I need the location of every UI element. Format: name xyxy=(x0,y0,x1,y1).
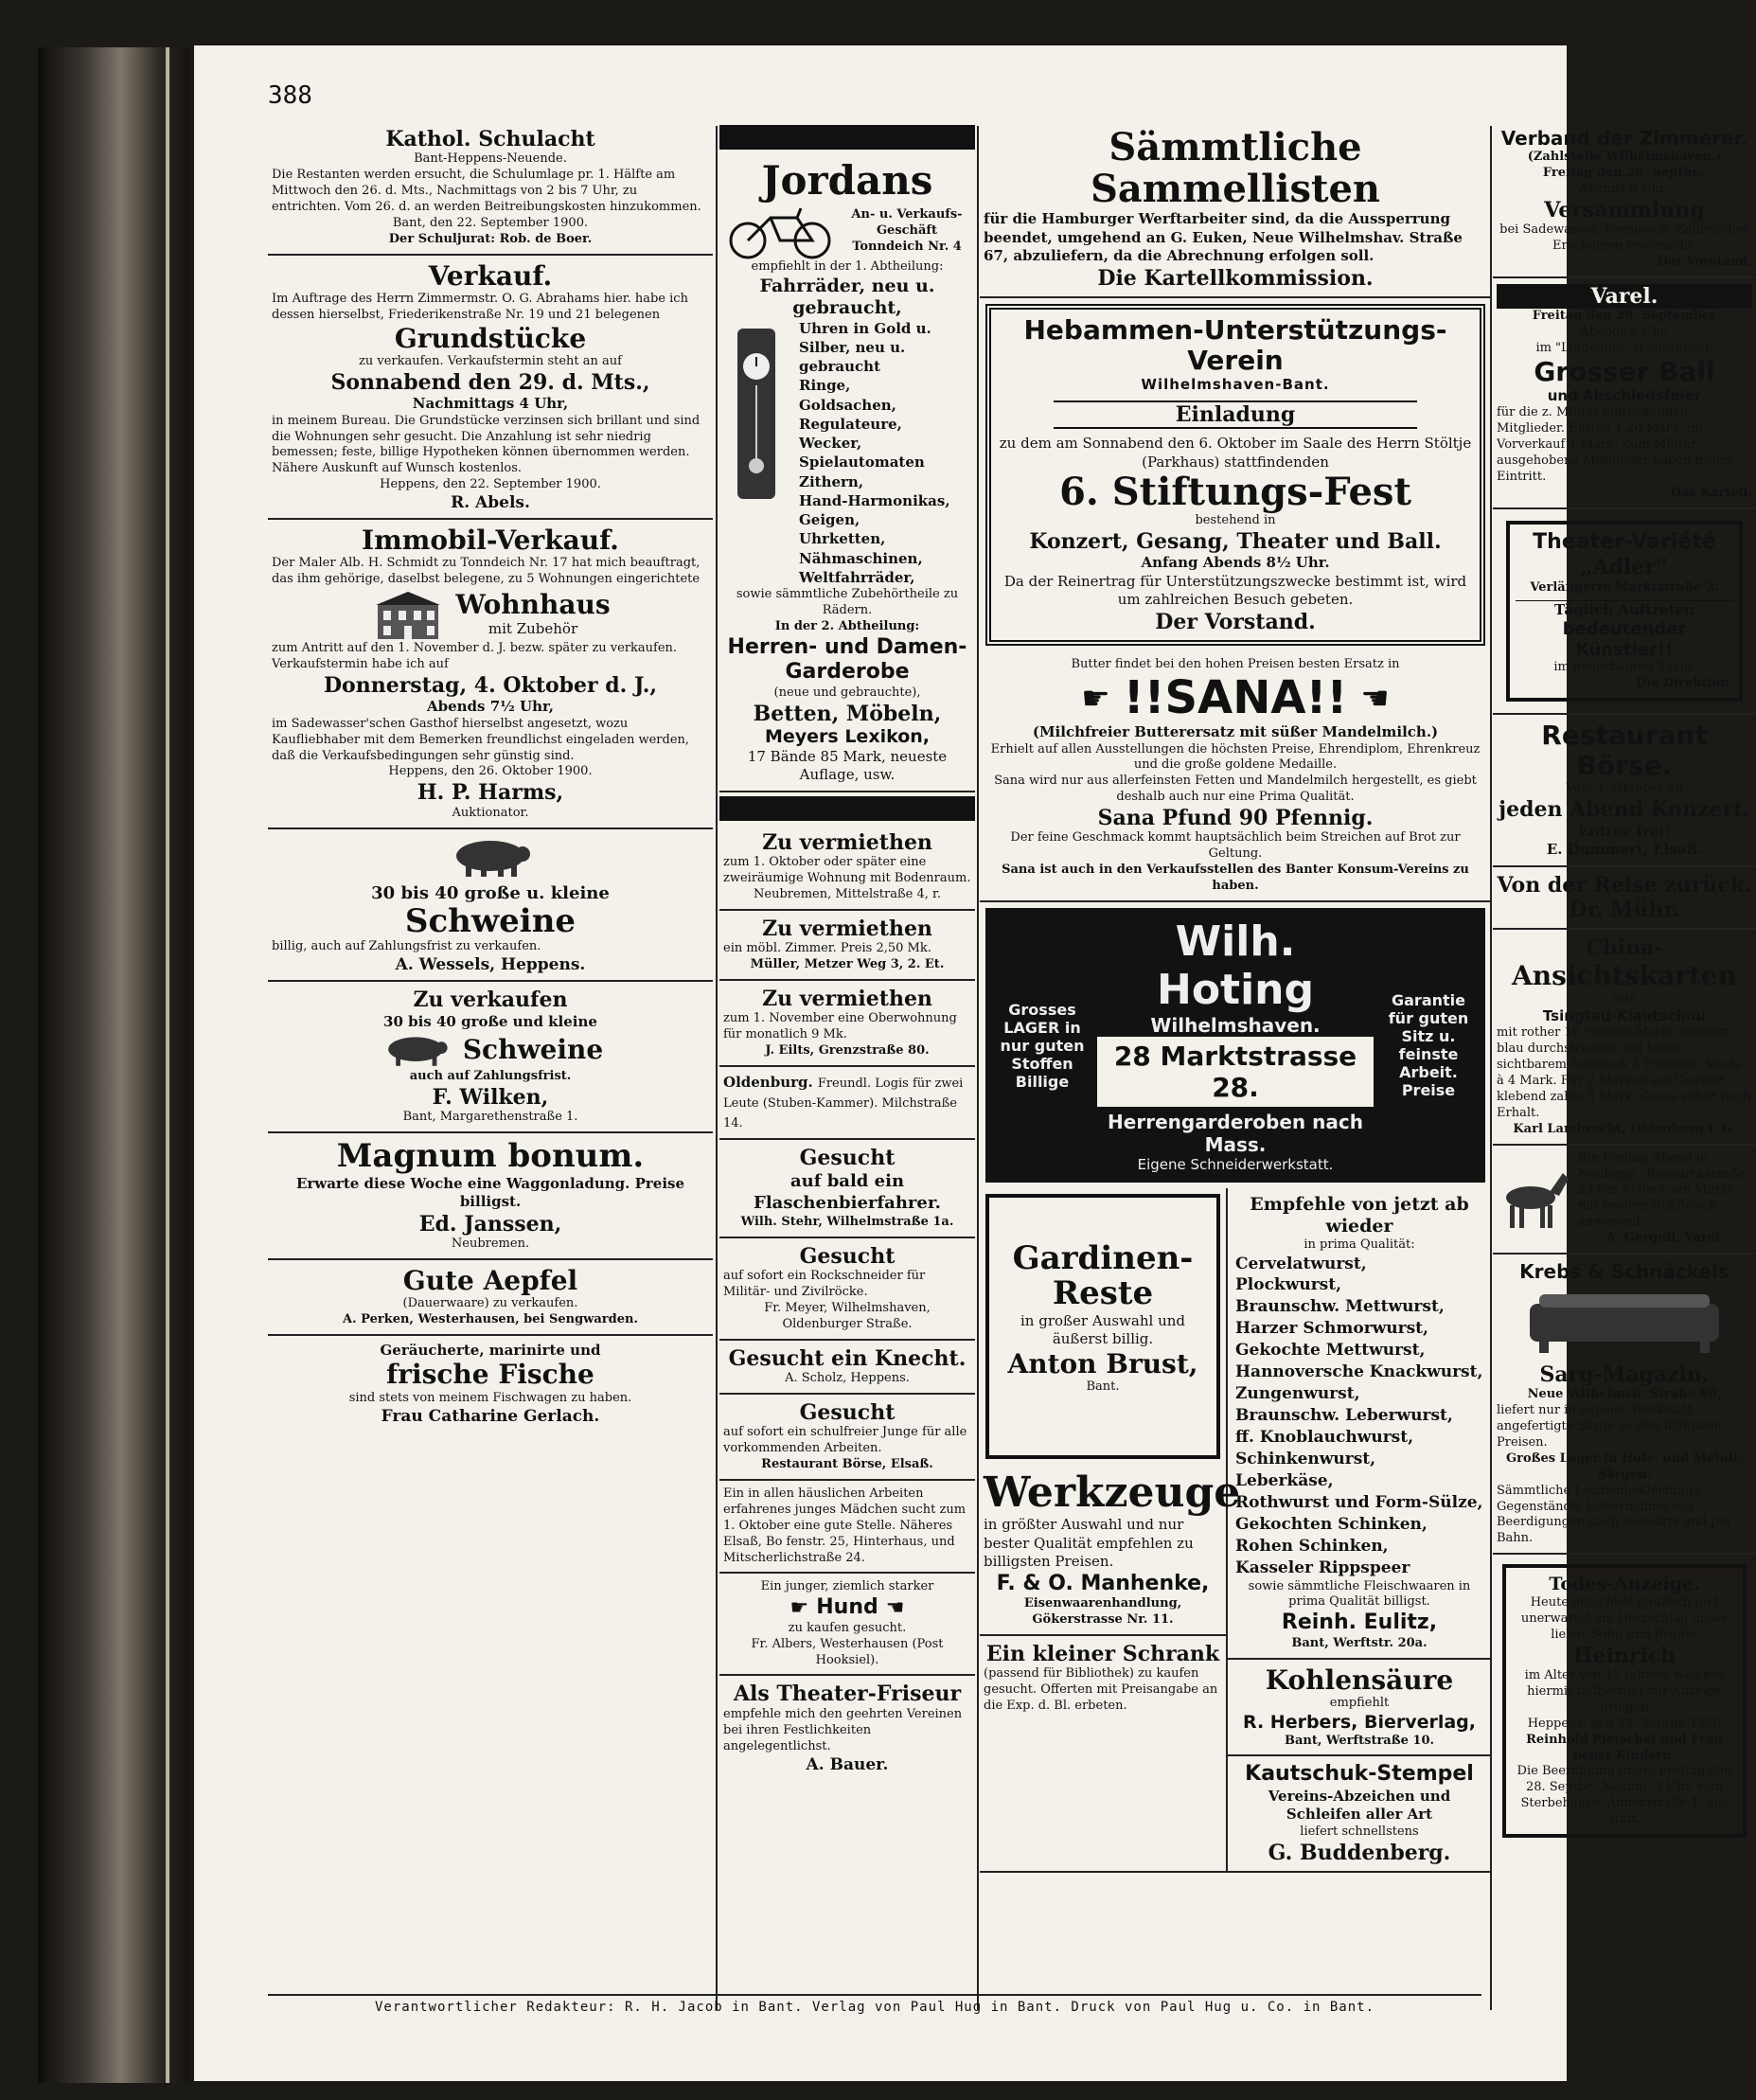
ad-body: auf sofort ein Rockschneider für Militär- und Zivilröcke. xyxy=(723,1269,926,1300)
ad-body: empfiehlt in der 1. Abtheilung: xyxy=(751,259,944,275)
ad-date: Freitag den 28. September xyxy=(1532,309,1717,324)
ad-heading: 30 bis 40 große und kleine xyxy=(383,1012,597,1030)
ad-body: in größter Auswahl und nur bester Qualität empfehlen zu billigsten Preisen. xyxy=(984,1516,1194,1571)
ad-title: Gute Aepfel xyxy=(402,1265,578,1297)
ad-signature: Karl Lambrecht, Oldenburg i. G. xyxy=(1513,1121,1736,1136)
ad-hebammen-verein xyxy=(985,304,1485,646)
list-item: Regulateure, xyxy=(799,415,902,433)
pig-icon xyxy=(378,1031,453,1069)
list-item: Gekochte Mettwurst, xyxy=(1235,1341,1426,1361)
ad-zimmerer xyxy=(1493,121,1756,278)
ad-body: Sana ist auch in den Verkaufsstellen des Banter Konsum-Vereins zu haben. xyxy=(1002,863,1469,894)
ad-body: Vereins-Abzeichen und Schleifen aller Art xyxy=(1268,1787,1451,1824)
ad-body: in meinem Bureau. Die Grundstücke verzinsen sich brillant und sind die Wohnungen sehr gesucht. Die Anzahlung ist sehr niedrig bemessen; feste, billige Hypotheken können übernommen werden. Nähere Auskunft auf Wunsch kostenlos. xyxy=(272,413,701,476)
ad-signature: A. Wessels, Heppens. xyxy=(395,955,586,975)
ad-right-panel: Garantie für guten Sitz u. feinste Arbeit. Preise xyxy=(1388,991,1469,1100)
ad-row-right xyxy=(1228,1188,1491,1871)
column-1 xyxy=(268,121,713,1977)
imprint-footer: Verantwortlicher Redakteur: R. H. Jacob in Bant. Verlag von Paul Hug in Bant. Druck von Paul Hug u. Co. in Bant. xyxy=(268,1994,1481,2015)
ad-heading: bedeutender Künstler!! xyxy=(1562,619,1687,660)
ad-body: Da der Reinertrag für Unterstützungszwecke bestimmt ist, wird um zahlreichen Besuch gebeten. xyxy=(1003,572,1467,609)
ad-signature: Reinhold Pietschel und Frau nebst Kindern. xyxy=(1526,1732,1723,1763)
black-bar xyxy=(719,796,975,821)
ad-heading: Grundstücke xyxy=(394,322,587,354)
ad-time: Abends 7½ Uhr, xyxy=(426,698,555,716)
ad-signature: H. P. Harms, xyxy=(417,780,564,806)
ad-signature: Wilh. Stehr, Wilhelmstraße 1a. xyxy=(740,1214,954,1229)
ad-title: Gesucht xyxy=(799,1243,896,1269)
ad-title: Zu vermiethen xyxy=(762,829,932,855)
pointing-hand-left-icon: ☚ xyxy=(885,1596,905,1621)
ad-time: Anfang Abends 8½ Uhr. xyxy=(1141,554,1330,572)
ad-body: Herrengarderoben nach Mass. xyxy=(1108,1111,1363,1157)
ad-schrank xyxy=(980,1636,1226,1720)
ad-title: Kautschuk-Stempel xyxy=(1245,1762,1474,1787)
column-rule xyxy=(716,126,718,2010)
ad-vermiethen-3 xyxy=(719,981,975,1067)
ad-sarg-magazin xyxy=(1493,1255,1756,1555)
ad-body: ein möbl. Zimmer. Preis 2,50 Mk. xyxy=(723,941,931,956)
house-icon xyxy=(370,588,446,641)
ad-body: billig, auch auf Zahlungsfrist zu verkaufen. xyxy=(272,939,541,954)
ad-signature: F. Wilken, xyxy=(432,1085,549,1111)
ad-heading: auf bald ein Flaschenbierfahrer. xyxy=(754,1171,941,1214)
ad-title: Verkauf. xyxy=(428,259,553,292)
ad-body: zu dem am Sonnabend den 6. Oktober im Saale des Herrn Stöltje (Parkhaus) stattfindenden xyxy=(999,435,1472,471)
list-item: Schinkenwurst, xyxy=(1235,1449,1376,1468)
ad-body: auch auf Zahlungsfrist. xyxy=(409,1069,572,1084)
ad-signature: Dr. Mühr. xyxy=(1569,898,1680,923)
ad-signature-sub: Bant, Margarethenstraße 1. xyxy=(402,1110,578,1125)
ad-body: im Sadewasser'schen Gasthof hierselbst angesetzt, wozu Kaufliebhaber mit dem Bemerken freundlichst eingeladen werden, daß die Verkaufsbedingungen sehr günstig sind. xyxy=(272,716,690,763)
pig-icon xyxy=(443,835,538,879)
ad-title: Kohlensäure xyxy=(1265,1664,1454,1696)
ad-signature: Die Direktion. xyxy=(1636,676,1733,691)
ad-body: liefert nur in eigener Werkstatt angefertigte Särge zu den billigsten Preisen. xyxy=(1497,1403,1722,1450)
ad-signature: Fr. Albers, Westerhausen (Post Hooksiel). xyxy=(751,1636,944,1667)
ad-theater-variete xyxy=(1493,509,1756,715)
ad-body: Die Restanten werden ersucht, die Schulumlage pr. 1. Hälfte am Mittwoch den 26. d. Mts., Nachmittags von 2 bis 7 Uhr, zu entrichten. Vom 26. d. an werden Beitreibungskosten hinzukommen. xyxy=(272,168,701,215)
ad-heading: Konzert, Gesang, Theater und Ball. xyxy=(1029,529,1442,555)
ad-body: in großer Auswahl und äußerst billig. xyxy=(1020,1311,1185,1348)
ad-subtitle: in prima Qualität: xyxy=(1304,1237,1415,1252)
ad-title: Theater-Variété xyxy=(1533,529,1716,554)
ad-title: Gesucht xyxy=(799,1145,896,1170)
ad-subtitle: mit Zubehör xyxy=(488,620,578,638)
ad-title: Kathol. Schulacht xyxy=(385,127,595,151)
ad-body: Butter findet bei den hohen Preisen besten Ersatz in xyxy=(1071,657,1400,672)
ad-heading: Fahrräder, neu u. gebraucht, xyxy=(759,276,935,318)
ad-body: Die Beerdigung findet Freitag den 28. Septbr., Nachm. 3 Uhr, vom Sterbehause, Annenstraße 1, aus statt. xyxy=(1517,1764,1732,1827)
ad-title: !!SANA!! xyxy=(1123,671,1348,725)
ad-row-left xyxy=(980,1188,1241,1871)
ad-body: Großes Lager in Holz- und Metall-Särgen. xyxy=(1506,1450,1743,1482)
ad-body: Eigene Schneiderwerkstatt. xyxy=(1137,1156,1334,1174)
ad-body: zum 1. Oktober oder später eine zweiräumige Wohnung mit Bodenraum. xyxy=(723,855,971,885)
ad-title: Als Theater-Friseur xyxy=(733,1682,962,1707)
ad-title: Zu vermiethen xyxy=(762,986,932,1011)
ad-subtitle: An- u. Verkaufs-Geschäft xyxy=(851,206,963,238)
ad-kohlensaeure xyxy=(1228,1660,1491,1757)
ad-rossfleisch xyxy=(1493,1146,1756,1255)
ad-magnum-bonum xyxy=(268,1133,713,1260)
ad-heading: „Adler“ xyxy=(1580,555,1669,580)
ad-title: Von der Reise zurück. xyxy=(1497,872,1752,898)
ad-subtitle: Verlängerte Marktstraße 2. xyxy=(1530,579,1719,595)
ad-signature: Anton Brust, xyxy=(1007,1347,1198,1379)
ad-signature: A. Gergull, Varel. xyxy=(1605,1231,1725,1246)
pointing-hand-left-icon: ☚ xyxy=(1360,679,1390,718)
ad-body: Vom 1. Oktober ab xyxy=(1566,781,1683,796)
ad-dr-muehr xyxy=(1493,867,1756,931)
ad-body: 17 Bände 85 Mark, neueste Auflage, usw. xyxy=(747,747,948,784)
ad-heading: Einladung xyxy=(1054,400,1417,429)
ad-subtitle: Neue Wilhelmsh. Straße 80, xyxy=(1527,1387,1722,1402)
ad-body: Im Auftrage des Herrn Zimmermstr. O. G. Abrahams hier. habe ich dessen hierselbst, Friederikenstraße Nr. 19 und 21 belegenen xyxy=(272,291,688,322)
ad-oldenburg xyxy=(719,1067,975,1140)
ad-body: Täglich Auftreten xyxy=(1516,600,1733,620)
ad-body: im "Lindenhof" (Leuschner): xyxy=(1535,340,1713,355)
list-item: Geigen, xyxy=(799,511,860,529)
ad-subtitle: Wilhelmshaven-Bant. xyxy=(1141,376,1330,394)
ad-signature: A. Perken, Westerhausen, bei Sengwarden. xyxy=(343,1312,638,1327)
ad-schweine-wilken xyxy=(268,982,713,1133)
ad-title: Jordans xyxy=(761,157,933,204)
ad-heading: jeden Abend Konzert. xyxy=(1499,797,1750,823)
ad-title: Werkzeuge xyxy=(984,1468,1241,1518)
ad-theater-friseur xyxy=(719,1676,975,1779)
ad-address: 28 Marktstrasse 28. xyxy=(1097,1037,1374,1107)
ad-date: Bant, den 22. September 1900. xyxy=(392,215,589,230)
ad-heading: Sarg-Magazin, xyxy=(1539,1361,1710,1387)
ad-row xyxy=(980,1188,1491,1873)
ad-signature: Der Schuljurat: Rob. de Boer. xyxy=(388,231,593,246)
ad-signature: R. Abels. xyxy=(451,493,530,513)
ad-body: Ein in allen häuslichen Arbeiten erfahrenes junges Mädchen sucht zum 1. Oktober eine gute Stelle. Näheres Elsaß, Bo fenstr. 25, Hinterhaus, und Mitscherlichstraße 24. xyxy=(723,1486,967,1565)
ad-signature: G. Buddenberg. xyxy=(1268,1840,1451,1865)
ad-gardinen xyxy=(985,1194,1220,1459)
ad-signature: Der Vorstand. xyxy=(1657,254,1752,269)
ad-hoting xyxy=(985,908,1485,1183)
ad-immobil-verkauf xyxy=(268,520,713,828)
ad-jordans xyxy=(719,153,975,792)
ad-body: Ein junger, ziemlich starker xyxy=(760,1579,934,1594)
list-item: Uhrketten, xyxy=(799,530,886,548)
column-3 xyxy=(980,121,1491,1977)
ad-title: Zu verkaufen xyxy=(413,988,568,1013)
list-item: Kasseler Rippspeer xyxy=(1235,1557,1410,1577)
ad-subtitle: (Milchfreier Butterersatz mit süßer Mandelmilch.) xyxy=(1032,723,1439,741)
ad-signature: Der Vorstand. xyxy=(1155,609,1316,634)
ad-body: Erwarte diese Woche eine Waggonladung. Preise billigst. xyxy=(295,1174,685,1211)
ad-title: Zu vermiethen xyxy=(762,916,932,941)
ad-body: Sämmtliche Leichenbekleidungs-Gegenstände. Uebernahme von Beerdigungen nach auswärts und per Bahn. xyxy=(1497,1483,1732,1546)
ad-left-panel: Grosses LAGER in nur guten Stoffen Billige xyxy=(1000,1000,1085,1091)
ad-heading: Betten, Möbeln, xyxy=(753,701,942,726)
ad-items-list xyxy=(1232,1254,1487,1579)
ad-title: Ein kleiner Schrank xyxy=(985,1642,1220,1667)
ad-date: Freitag den 28. Septbr., xyxy=(1542,165,1707,180)
ad-signature: R. Herbers, Bierverlag, xyxy=(1242,1711,1477,1733)
ad-heading: Grosser Ball xyxy=(1534,355,1715,387)
horse-icon xyxy=(1497,1166,1572,1232)
ad-gesucht-junge xyxy=(719,1395,975,1481)
ad-title: Varel. xyxy=(1497,284,1752,309)
list-item: Rothwurst und Form-Sülze, xyxy=(1235,1492,1483,1512)
ad-gesucht-fahrer xyxy=(719,1140,975,1238)
ad-date: Heppens, den 22. September 1900. xyxy=(380,477,601,492)
ad-stempel xyxy=(1228,1756,1491,1871)
ad-body: empfehle mich den geehrten Vereinen bei ihren Festlichkeiten angelegentlichst. xyxy=(723,1706,963,1753)
bicycle-icon xyxy=(723,203,837,259)
ad-heading: Versammlung xyxy=(1544,197,1705,222)
ad-gesucht-knecht xyxy=(719,1341,975,1395)
list-item: Nähmaschinen, xyxy=(799,549,923,567)
ad-gesucht-schneider xyxy=(719,1238,975,1341)
ad-signature-sub: Bant, Werftstraße 10. xyxy=(1284,1733,1435,1748)
ad-title: Verband der Zimmerer. xyxy=(1500,127,1748,150)
list-item: Zungenwurst, xyxy=(1235,1384,1360,1404)
ad-heading: Herren- und Damen-Garderobe xyxy=(727,634,967,685)
ad-schweine-wessels xyxy=(268,829,713,983)
ad-title: Magnum bonum. xyxy=(336,1137,645,1176)
list-item: Gekochten Schinken, xyxy=(1235,1514,1428,1534)
ad-body: Sana wird nur aus allerfeinsten Fetten und Mandelmilch hergestellt, es giebt deshalb auch nur eine Prima Qualität. xyxy=(994,774,1477,805)
ad-heading: Meyers Lexikon, xyxy=(764,725,931,747)
list-item: Hannoversche Knackwurst, xyxy=(1235,1362,1483,1382)
ad-time: Nachmittags 4 Uhr, xyxy=(412,395,569,413)
ad-vermiethen-2 xyxy=(719,911,975,981)
column-2 xyxy=(719,121,975,1977)
ad-title: Empfehle von jetzt ab wieder xyxy=(1250,1194,1469,1237)
ad-body: Der Maler Alb. H. Schmidt zu Tonndeich Nr. 17 hat mich beauftragt, das ihm gehörige, daselbst belegene, zu 5 Wohnungen eingerichtete xyxy=(272,556,701,587)
ad-fische xyxy=(268,1336,713,1432)
ad-heading: Wohnhaus xyxy=(455,589,611,621)
column-4 xyxy=(1493,121,1756,1977)
ad-title: Sämmtliche Sammellisten xyxy=(1090,125,1380,211)
ad-body: bei Sadewasser, Tonndeich. Zahlreiches Erscheinen erwünscht. xyxy=(1499,222,1749,253)
ad-signature: A. Bauer. xyxy=(806,1754,889,1774)
list-item: Goldsachen, xyxy=(799,396,896,414)
ad-body: sowie sämmtliche Fleischwaaren in prima Qualität billigst. xyxy=(1248,1578,1471,1610)
pointing-hand-right-icon: ☛ xyxy=(1081,679,1110,718)
ad-body: auf sofort ein schulfreier Junge für alle vorkommenden Arbeiten. xyxy=(723,1425,967,1456)
ad-body: (passend für Bibliothek) zu kaufen gesucht. Offerten mit Preisangabe an die Exp. d. Bl. erbeten. xyxy=(984,1666,1218,1714)
ad-body: im Alter von 17 Jahren, welches hiermit tiefbetrübt zur Anzeige bringen xyxy=(1524,1668,1725,1715)
ad-heading: Sana Pfund 90 Pfennig. xyxy=(1097,806,1374,831)
list-item: Wecker, xyxy=(799,435,862,453)
ad-todes-anzeige xyxy=(1493,1555,1756,1847)
ad-time: Abends 6 Uhr, xyxy=(1580,325,1669,340)
ad-title: Wilh. Hoting xyxy=(1157,917,1314,1015)
ad-title: Immobil-Verkauf. xyxy=(362,525,619,557)
ad-title: Todes-Anzeige. xyxy=(1549,1574,1700,1595)
ad-subtitle: (neue und gebrauchte), xyxy=(773,685,921,700)
ad-date: Heppens, den 26. Oktober 1900. xyxy=(388,764,593,779)
ad-body: zum Antritt auf den 1. November d. J. bezw. später zu verkaufen. Verkaufstermin habe ich auf xyxy=(272,641,678,671)
ad-title: Hund xyxy=(816,1595,878,1620)
ad-title: frische Fische xyxy=(386,1359,594,1391)
pointing-hand-right-icon: ☛ xyxy=(789,1596,809,1621)
ad-aepfel xyxy=(268,1260,713,1336)
ad-sammellisten xyxy=(980,121,1491,298)
ad-china-karten xyxy=(1493,930,1756,1145)
ad-signature: E. Dummert, Elsaß. xyxy=(1546,841,1703,859)
ad-body: mit rother 10 Pfennig-Marke frankirt, blau durchstrichen und kaum sichtbarem Aufdruck 5 Pfennige, kaufe à 4 Mark. Für 2 Marken auf Couvert klebend zahle 8 Mark. Cassa sofort nach Erhalt. xyxy=(1497,1025,1751,1120)
ad-heading: Ansichtskarten xyxy=(1512,959,1737,991)
ad-schulacht xyxy=(268,121,713,256)
ad-body: Bin Freitag Abend in Neuhepp., Bismarckstraße 23 (im Keller), am Markt mit bestem Roßfleisch anwesend. xyxy=(1578,1150,1746,1230)
ad-signature: Das Kartell. xyxy=(1670,485,1752,500)
ad-body: Der feine Geschmack kommt hauptsächlich beim Streichen auf Brot zur Geltung. xyxy=(1010,830,1461,862)
list-item: ff. Knoblauchwurst, xyxy=(1235,1428,1413,1448)
list-item: Hand-Harmonikas, xyxy=(799,491,950,509)
ad-body: zu kaufen gesucht. xyxy=(788,1620,907,1635)
ad-body: liefert schnellstens xyxy=(1300,1824,1419,1839)
ad-subtitle: Bant-Heppens-Neuende. xyxy=(414,151,567,167)
ad-title: China- xyxy=(1586,935,1663,961)
ad-grundstuecke xyxy=(268,256,713,520)
ad-vermiethen-1 xyxy=(719,825,975,911)
ad-body: Geräucherte, marinirte und xyxy=(380,1341,601,1359)
ad-title: Hebammen-Unterstützungs-Verein xyxy=(1023,313,1447,377)
ad-werkzeuge xyxy=(980,1465,1241,1636)
ad-signature-sub: Bant, Werftstr. 20a. xyxy=(1291,1635,1428,1650)
ad-signature: F. & O. Manhenke, xyxy=(996,1571,1210,1595)
ad-title: Krebs & Schnäckels xyxy=(1519,1259,1729,1283)
list-item: Zithern, xyxy=(799,472,864,490)
clock-icon xyxy=(723,319,789,508)
ad-signature: Neubremen, Mittelstraße 4, r. xyxy=(754,886,941,901)
ad-time: Abends 8 Uhr: xyxy=(1579,181,1670,196)
ad-signature-sub: Auktionator. xyxy=(452,805,529,820)
ad-body: empfiehlt xyxy=(1329,1695,1390,1710)
list-item: Harzer Schmorwurst, xyxy=(1235,1319,1428,1339)
ad-body: In der 2. Abtheilung: xyxy=(774,618,920,633)
ad-address: Tonndeich Nr. 4 xyxy=(852,239,962,254)
ad-items-list xyxy=(795,319,971,588)
ad-body: zum 1. November eine Oberwohnung für monatlich 9 Mk. xyxy=(723,1011,957,1042)
ad-eulitz xyxy=(1228,1188,1491,1660)
ad-title: Gesucht xyxy=(799,1399,896,1425)
ad-signature-sub: Bant. xyxy=(1086,1379,1120,1394)
ad-body: (Dauerwaare) zu verkaufen. xyxy=(402,1296,578,1311)
ad-signature: Reinh. Eulitz, xyxy=(1281,1611,1438,1635)
ad-subtitle: (Zahlstelle Wilhelmshaven.) xyxy=(1527,150,1722,164)
ad-body: im neuerbauten Saale. xyxy=(1553,660,1695,675)
ad-heading: Donnerstag, 4. Oktober d. J., xyxy=(323,672,658,698)
ad-title: Gardinen-Reste xyxy=(1012,1239,1194,1313)
ad-heading: 6. Stiftungs-Fest xyxy=(1059,470,1411,515)
ad-heading: Tsingtau-Kiautschou xyxy=(1542,1006,1707,1024)
ad-signature: Fr. Meyer, Wilhelmshaven, Oldenburger Straße. xyxy=(764,1300,931,1331)
ad-signature: J. Eilts, Grenzstraße 80. xyxy=(765,1043,930,1059)
ad-signature-sub: Neubremen. xyxy=(451,1237,530,1252)
ad-subtitle: Wilhelmshaven. xyxy=(1150,1014,1321,1038)
list-item: Braunschw. Leberwurst, xyxy=(1235,1406,1453,1426)
ad-sana xyxy=(980,651,1491,902)
ad-signature: A. Scholz, Heppens. xyxy=(785,1371,910,1386)
ad-signature: Die Kartellkommission. xyxy=(1097,265,1374,291)
ad-signature: Ed. Janssen, xyxy=(418,1211,562,1237)
list-item: Braunschw. Mettwurst, xyxy=(1235,1297,1445,1317)
ad-body: zu verkaufen. Verkaufstermin steht an auf xyxy=(359,353,622,368)
ad-body: Erhielt auf allen Ausstellungen die höchsten Preise, Ehrendiplom, Ehrenkreuz und die große goldene Medaille. xyxy=(990,741,1481,773)
list-item: Weltfahrräder, xyxy=(799,568,915,586)
newspaper-page xyxy=(194,45,1752,2081)
list-item: Ringe, xyxy=(799,377,851,395)
ad-body: sind stets von meinem Fischwagen zu haben. xyxy=(348,1390,632,1405)
list-item: Spielautomaten xyxy=(799,454,925,472)
ad-body: Entree frei! xyxy=(1578,822,1671,840)
ad-signature-sub: Eisenwaarenhandlung, Gökerstrasse Nr. 11. xyxy=(1023,1596,1182,1628)
list-item: Leberkäse, xyxy=(1235,1470,1334,1490)
ad-signature: Frau Catharine Gerlach. xyxy=(381,1406,600,1426)
ad-body: bestehend in xyxy=(1195,513,1276,528)
ad-hund xyxy=(719,1574,975,1676)
page-number: 388 xyxy=(268,81,312,110)
column-rule xyxy=(977,126,979,2010)
ad-subtitle: aus xyxy=(1613,990,1636,1006)
ad-subtitle: und Abschiedsfeier xyxy=(1547,386,1702,404)
ad-varel-ball xyxy=(1493,278,1756,509)
ad-date: Heppens, den 25. Septbr. 1900 xyxy=(1527,1716,1722,1731)
ad-title: 30 bis 40 große u. kleine xyxy=(371,882,610,903)
ad-restaurant-boerse xyxy=(1493,715,1756,867)
ad-title: Restaurant Börse. xyxy=(1541,719,1708,782)
ad-heading: Sonnabend den 29. d. Mts., xyxy=(330,369,650,395)
ad-signature: Müller, Metzer Weg 3, 2. Et. xyxy=(750,957,945,972)
coffin-icon xyxy=(1511,1283,1738,1359)
ad-heading: Heinrich xyxy=(1572,1643,1676,1668)
ad-body: für die Hamburger Werftarbeiter sind, da die Aussperrung beendet, umgehend an G. Euken, Neue Wilhelmshav. Straße 67, abzuliefern, da die Abrechnung erfolgen soll. xyxy=(984,210,1463,264)
list-item: Plockwurst, xyxy=(1235,1275,1342,1295)
ad-body: Heute entschlief plötzlich und unerwartet am Herzschlag unser lieber Sohn und Bruder xyxy=(1520,1595,1729,1642)
book-spine-edge xyxy=(166,47,169,2083)
black-bar xyxy=(719,125,975,150)
ad-body: Freundl. Logis für zwei Leute (Stuben-Kammer). Milchstraße 14. xyxy=(723,1077,964,1130)
ad-heading: Schweine xyxy=(404,902,576,940)
list-item: Rohen Schinken, xyxy=(1235,1536,1389,1556)
ad-title: Oldenburg. xyxy=(723,1074,813,1091)
ad-signature: Restaurant Börse, Elsaß. xyxy=(761,1457,933,1472)
list-item: Uhren in Gold u. Silber, neu u. gebraucht xyxy=(799,319,931,376)
ad-maedchen xyxy=(719,1481,975,1574)
ad-title: Gesucht ein Knecht. xyxy=(728,1345,967,1371)
ad-body: für die z. Militär einrückenden Mitglieder. Entree 1,20 Mark, im Vorverkauf 1 Mark. Zum Militär ausgehobene Mitglieder haben freien Eintritt. xyxy=(1497,405,1732,485)
list-item: Cervelatwurst, xyxy=(1235,1254,1367,1273)
ad-body: sowie sämmtliche Zubehörtheile zu Rädern. xyxy=(736,587,959,618)
ad-heading: Schweine xyxy=(462,1034,604,1066)
